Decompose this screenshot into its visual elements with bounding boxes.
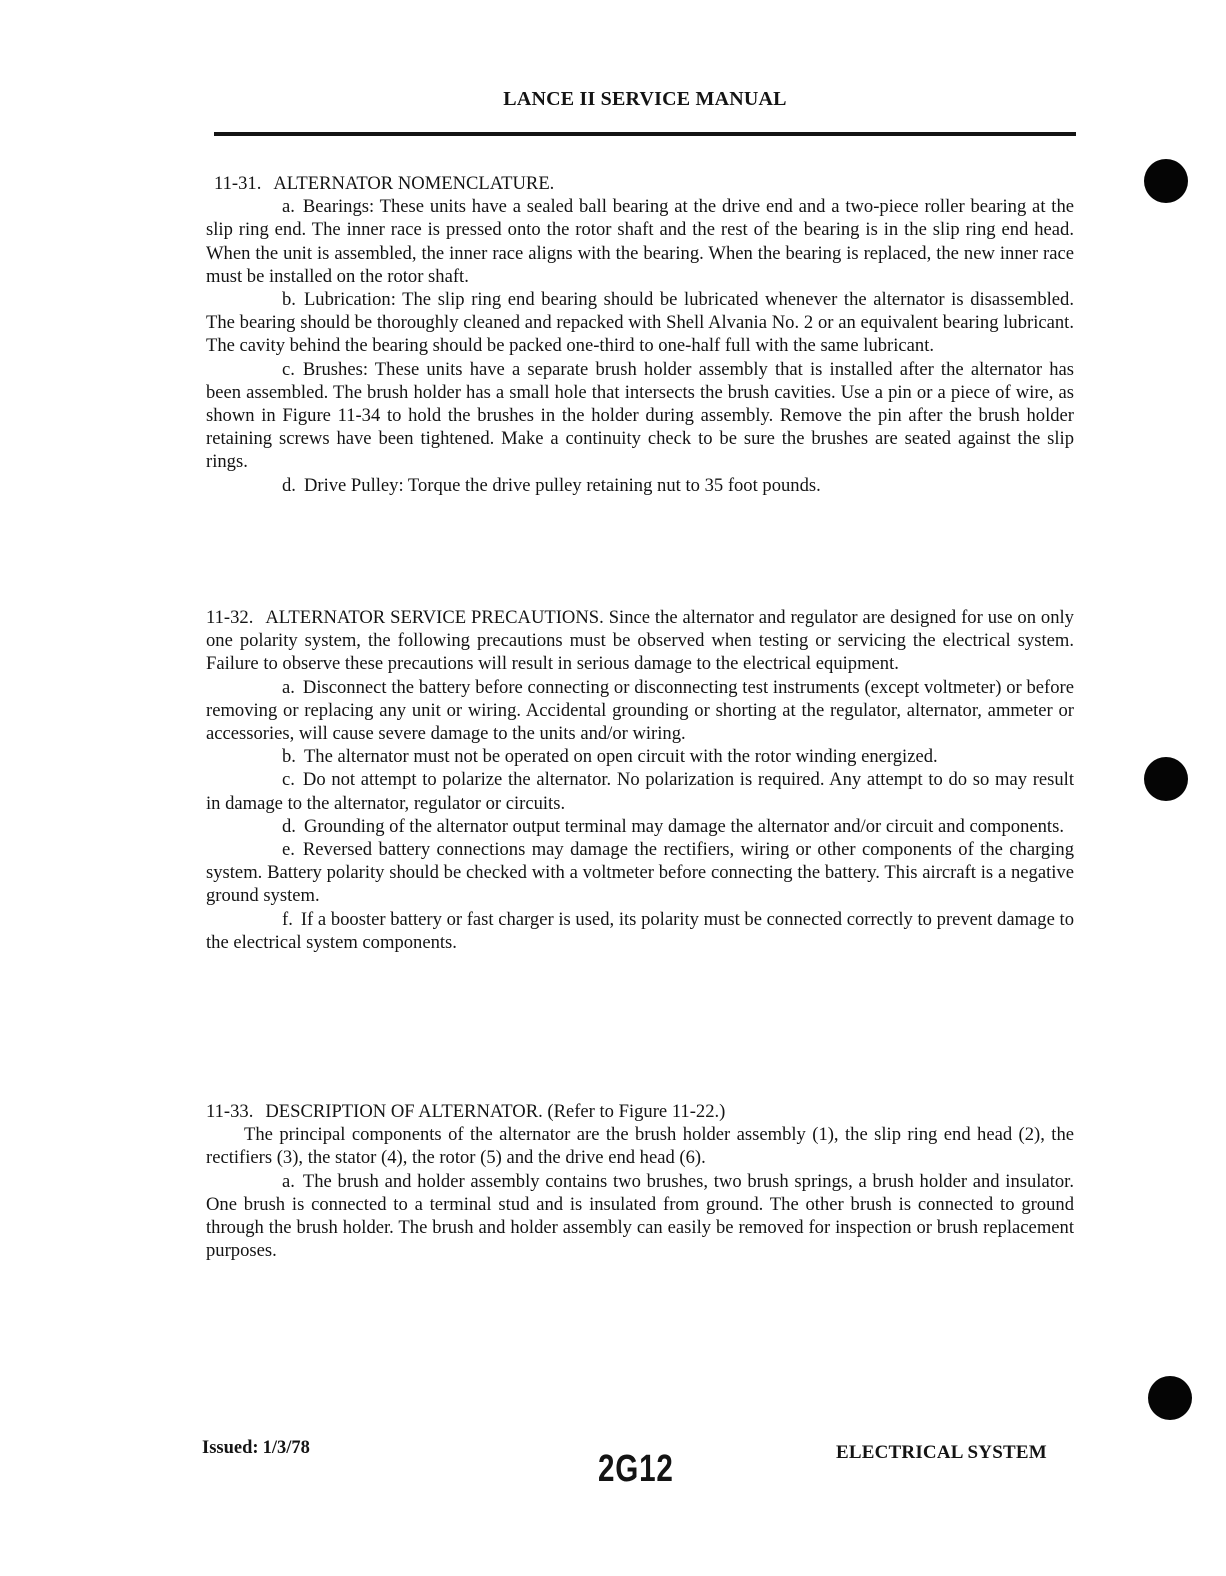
item-text: The brush and holder assembly contains two brushes, two brush springs, a brush holder and insulator. One brush is connected to a terminal stud and is insulated from ground. The other brush is connected to ground through the brush holder. The brush and holder assembly can easily be removed for inspection or brush replacement purposes. — [206, 1170, 1074, 1262]
section-title: ALTERNATOR NOMENCLATURE. — [273, 173, 555, 194]
item-label: a. — [282, 676, 295, 698]
page-header: LANCE II SERVICE MANUAL — [503, 88, 787, 110]
list-item — [206, 474, 1074, 497]
item-text: Brushes: These units have a separate brush holder assembly that is installed after the alternator has been assembled. The brush holder has a small hole that intersects the brush cavities. Use a pin or a piece of wire, as shown in Figure 11-34 to hold the brushes in the holder during assembly. Remove the pin after the brush holder retaining screws have been tightened. Make a continuity check to be sure the brushes are seated against the slip rings. — [206, 358, 1074, 473]
item-label: c. — [282, 769, 295, 791]
item-label: e. — [282, 839, 295, 861]
section-name: ELECTRICAL SYSTEM — [836, 1442, 1047, 1463]
binder-hole — [1148, 1376, 1192, 1420]
item-label: a. — [282, 196, 295, 218]
item-text: Do not attempt to polarize the alternator. No polarization is required. Any attempt to do so may result in damage to the alternator, regulator or circuits. — [206, 769, 1074, 814]
section-11-32 — [206, 606, 1074, 954]
page-code: 2G12 — [598, 1448, 674, 1490]
list-item — [206, 838, 1074, 908]
item-label: c. — [282, 358, 295, 380]
item-text: If a booster battery or fast charger is used, its polarity must be connected correctly to prevent damage to the electrical system components. — [206, 908, 1074, 953]
item-text: Drive Pulley: Torque the drive pulley retaining nut to 35 foot pounds. — [303, 474, 821, 496]
item-label: a. — [282, 1170, 295, 1192]
section-heading — [206, 606, 1074, 676]
section-lead: The principal components of the alternator are the brush holder assembly (1), the slip ring end head (2), the rectifiers (3), the stator (4), the rotor (5) and the drive end head (6). — [206, 1124, 1074, 1169]
section-heading — [206, 1100, 1074, 1123]
header-rule — [214, 132, 1076, 136]
item-text: The alternator must not be operated on open circuit with the rotor winding energized. — [303, 746, 938, 768]
list-item — [206, 908, 1074, 954]
item-label: b. — [282, 746, 296, 768]
issued-label: Issued: — [202, 1438, 259, 1458]
item-label: d. — [282, 474, 296, 496]
section-title: DESCRIPTION OF ALTERNATOR. (Refer to Figure 11-22.) — [265, 1101, 726, 1122]
list-item — [206, 676, 1074, 746]
section-11-31 — [206, 172, 1074, 497]
list-item — [206, 195, 1074, 288]
list-item — [206, 288, 1074, 358]
section-number: 11-31. — [214, 173, 262, 194]
item-text: Grounding of the alternator output terminal may damage the alternator and/or circuit and components. — [303, 815, 1064, 837]
binder-hole — [1144, 159, 1188, 203]
item-label: f. — [282, 908, 293, 930]
item-text: Lubrication: The slip ring end bearing should be lubricated whenever the alternator is disassembled. The bearing should be thoroughly cleaned and repacked with Shell Alvania No. 2 or an equivalent bearing lubricant. The cavity behind the bearing should be packed one-third to one-half full with the same lubricant. — [206, 289, 1074, 357]
binder-hole — [1144, 757, 1188, 801]
item-label: d. — [282, 815, 296, 837]
item-text: Disconnect the battery before connecting or disconnecting test instruments (except voltmeter) or before removing or replacing any unit or wiring. Accidental grounding or shorting at the regulator, alternator, ammeter or accessories, will cause severe damage to the units and/or wiring. — [206, 676, 1074, 745]
issued-date — [202, 1438, 310, 1459]
item-text: Reversed battery connections may damage the rectifiers, wiring or other components of the charging system. Battery polarity should be checked with a voltmeter before connecting the battery. This aircraft is a negative ground system. — [206, 839, 1074, 907]
section-title: ALTERNATOR SERVICE PRECAUTIONS. — [265, 607, 604, 628]
section-intro: Since the alternator and regulator are designed for use on only one polarity system, the following precautions must be observed when testing or servicing the electrical system. Failure to observe these precautions will result in serious damage to the electrical equipment. — [206, 607, 1074, 675]
section-11-33 — [206, 1100, 1074, 1262]
list-item — [206, 1170, 1074, 1263]
issued-value: 1/3/78 — [262, 1438, 310, 1458]
section-number: 11-33. — [206, 1101, 254, 1122]
section-number: 11-32. — [206, 607, 254, 628]
section-heading — [206, 172, 1074, 195]
list-item — [206, 358, 1074, 474]
item-label: b. — [282, 289, 296, 311]
list-item — [206, 815, 1074, 838]
item-text: Bearings: These units have a sealed ball bearing at the drive end and a two-piece roller bearing at the slip ring end. The inner race is pressed onto the rotor shaft and the rest of the bearing is in the slip ring end head. When the unit is assembled, the inner race aligns with the bearing. When the bearing is replaced, the new inner race must be installed on the rotor shaft. — [206, 196, 1074, 287]
list-item — [206, 745, 1074, 768]
list-item — [206, 768, 1074, 814]
